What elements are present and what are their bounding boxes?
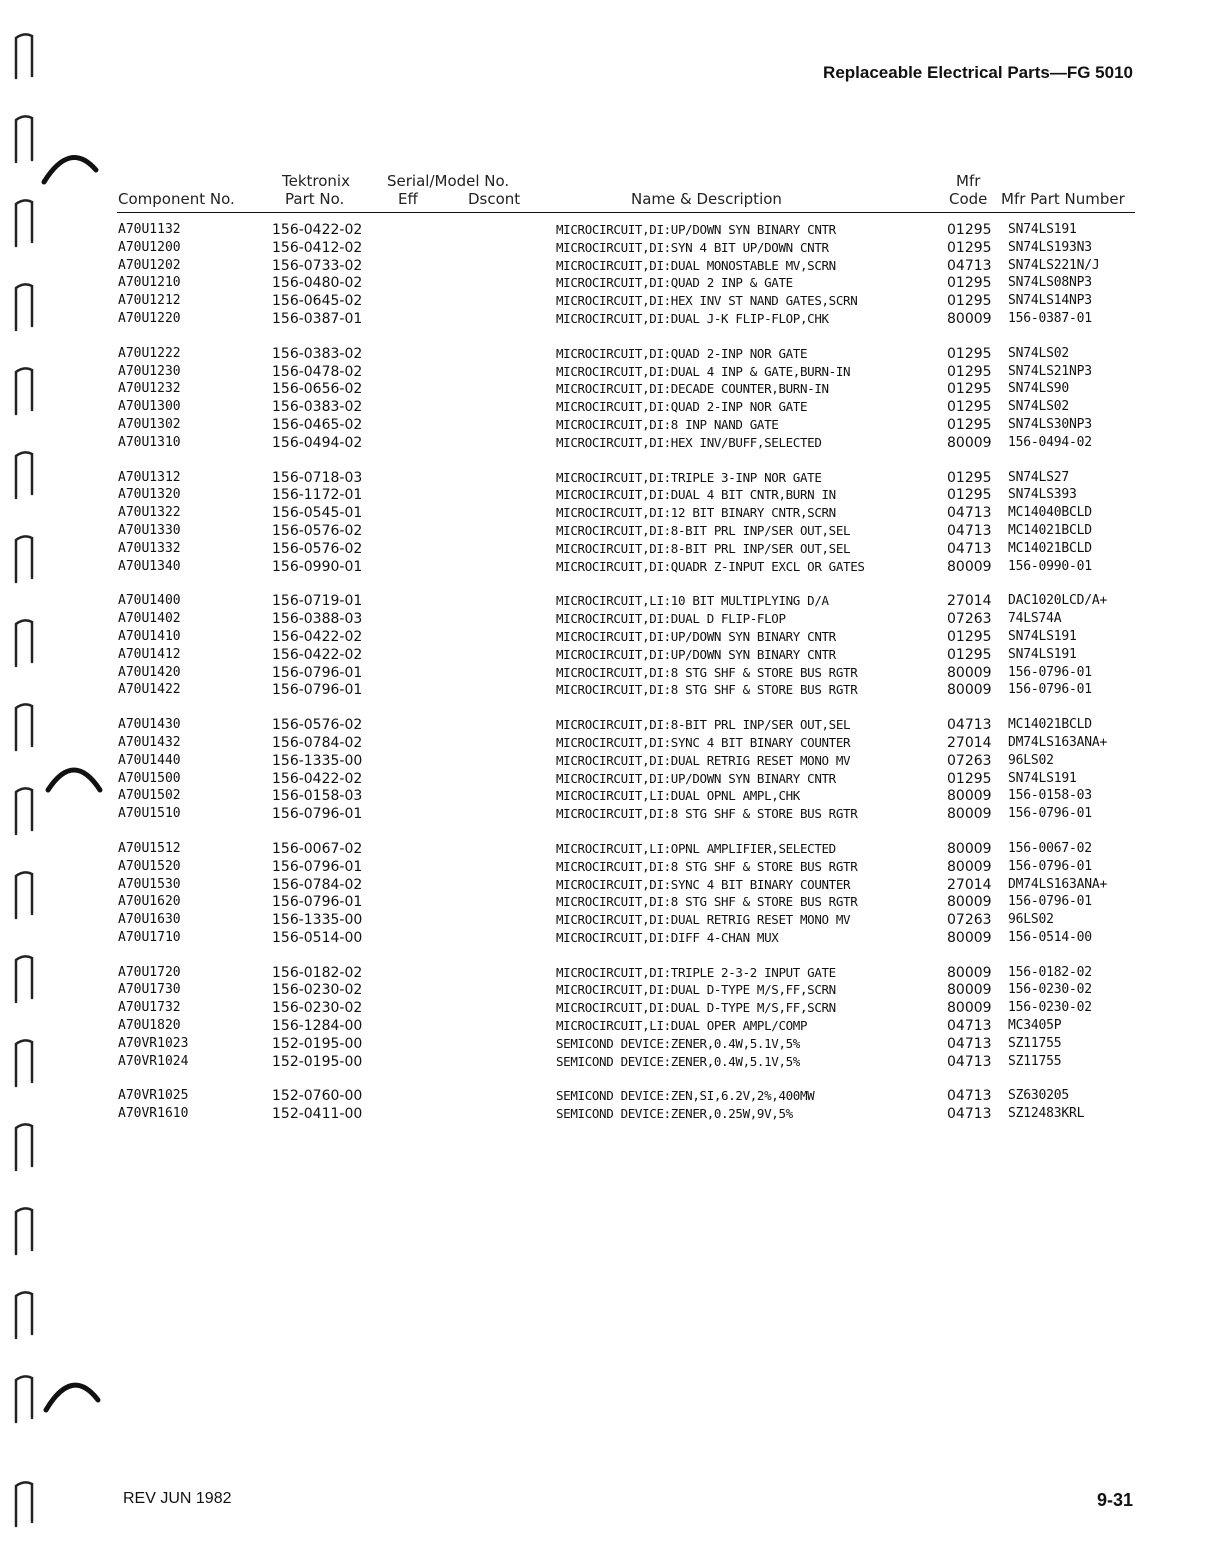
table-row xyxy=(0,877,1213,895)
header-mfr-part-number: Mfr Part Number xyxy=(1001,190,1125,208)
parts-group xyxy=(0,717,1213,824)
tektronix-part-no: 156-0388-03 xyxy=(272,611,363,628)
tektronix-part-no: 156-0480-02 xyxy=(272,275,363,292)
table-row xyxy=(0,1000,1213,1018)
mfr-code: 80009 xyxy=(947,806,992,823)
mfr-part-number: 156-0494-02 xyxy=(1008,434,1092,450)
table-row xyxy=(0,788,1213,806)
component-no: A70U1432 xyxy=(118,734,181,750)
mfr-part-number: MC3405P xyxy=(1008,1018,1062,1034)
name-description: MICROCIRCUIT,DI:8 INP NAND GATE xyxy=(556,416,779,432)
mfr-part-number: MC14040BCLD xyxy=(1008,505,1092,521)
mfr-code: 04713 xyxy=(947,522,992,539)
name-description: MICROCIRCUIT,DI:DUAL 4 BIT CNTR,BURN IN xyxy=(556,487,836,503)
mfr-code: 07263 xyxy=(947,912,992,929)
mfr-part-number: SN74LS221N/J xyxy=(1008,257,1100,273)
component-no: A70U1212 xyxy=(118,293,181,309)
mfr-code: 01295 xyxy=(947,770,992,787)
mfr-code: 27014 xyxy=(947,734,992,751)
tektronix-part-no: 156-0733-02 xyxy=(272,257,363,274)
page-number: 9-31 xyxy=(1096,1490,1133,1510)
table-row xyxy=(0,541,1213,559)
mfr-code: 04713 xyxy=(947,540,992,557)
component-no: A70U1210 xyxy=(118,275,181,291)
mfr-part-number: SN74LS14NP3 xyxy=(1008,293,1092,309)
tektronix-part-no: 156-0412-02 xyxy=(272,239,363,256)
component-no: A70U1512 xyxy=(118,840,181,856)
header-component-no: Component No. xyxy=(118,190,235,208)
table-row xyxy=(0,982,1213,1000)
tektronix-part-no: 156-0796-01 xyxy=(272,682,363,699)
parts-group xyxy=(0,593,1213,700)
mfr-code: 01295 xyxy=(947,293,992,310)
mfr-part-number: 96LS02 xyxy=(1008,912,1054,928)
mfr-code: 80009 xyxy=(947,840,992,857)
component-no: A70U1300 xyxy=(118,399,181,415)
tektronix-part-no: 156-0514-00 xyxy=(272,929,363,946)
parts-list xyxy=(0,222,1213,1141)
header-serial-model-no: Serial/Model No. xyxy=(387,172,510,190)
mfr-code: 01295 xyxy=(947,416,992,433)
name-description: MICROCIRCUIT,DI:UP/DOWN SYN BINARY CNTR xyxy=(556,770,836,786)
mfr-part-number: SN74LS90 xyxy=(1008,381,1070,397)
mfr-part-number: SN74LS191 xyxy=(1008,646,1077,662)
component-no: A70U1630 xyxy=(118,912,181,928)
tektronix-part-no: 156-0656-02 xyxy=(272,381,363,398)
tektronix-part-no: 156-0990-01 xyxy=(272,558,363,575)
table-row xyxy=(0,894,1213,912)
tektronix-part-no: 156-0576-02 xyxy=(272,717,363,734)
mfr-code: 01295 xyxy=(947,239,992,256)
header-mfr-code: Code xyxy=(949,190,988,208)
mfr-code: 80009 xyxy=(947,664,992,681)
tektronix-part-no: 156-0545-01 xyxy=(272,505,363,522)
tektronix-part-no: 156-0494-02 xyxy=(272,434,363,451)
name-description: MICROCIRCUIT,DI:UP/DOWN SYN BINARY CNTR xyxy=(556,628,836,644)
mfr-code: 01295 xyxy=(947,222,992,238)
tektronix-part-no: 156-0422-02 xyxy=(272,646,363,663)
mfr-part-number: SZ11755 xyxy=(1008,1053,1062,1069)
name-description: MICROCIRCUIT,DI:8 STG SHF & STORE BUS RGTR xyxy=(556,682,858,698)
mfr-part-number: SN74LS27 xyxy=(1008,469,1070,485)
tektronix-part-no: 156-0465-02 xyxy=(272,416,363,433)
name-description: MICROCIRCUIT,DI:8 STG SHF & STORE BUS RGTR xyxy=(556,664,858,680)
name-description: MICROCIRCUIT,DI:SYNC 4 BIT BINARY COUNTER xyxy=(556,876,851,892)
component-no: A70U1132 xyxy=(118,222,181,237)
component-no: A70U1820 xyxy=(118,1018,181,1034)
component-no: A70U1430 xyxy=(118,717,181,733)
table-row xyxy=(0,1018,1213,1036)
component-no: A70U1230 xyxy=(118,363,181,379)
component-no: A70U1412 xyxy=(118,646,181,662)
name-description: MICROCIRCUIT,DI:8-BIT PRL INP/SER OUT,SEL xyxy=(556,540,851,556)
mfr-code: 80009 xyxy=(947,558,992,575)
component-no: A70U1220 xyxy=(118,310,181,326)
component-no: A70U1400 xyxy=(118,593,181,609)
table-row xyxy=(0,293,1213,311)
table-row xyxy=(0,1106,1213,1124)
component-no: A70VR1023 xyxy=(118,1035,189,1051)
tektronix-part-no: 156-0422-02 xyxy=(272,770,363,787)
mfr-part-number: 96LS02 xyxy=(1008,752,1054,768)
tektronix-part-no: 156-0796-01 xyxy=(272,806,363,823)
parts-group xyxy=(0,346,1213,453)
mfr-code: 01295 xyxy=(947,487,992,504)
parts-group xyxy=(0,965,1213,1072)
mfr-part-number: 156-0230-02 xyxy=(1008,1000,1092,1016)
mfr-part-number: SN74LS191 xyxy=(1008,222,1077,237)
tektronix-part-no: 156-1335-00 xyxy=(272,912,363,929)
name-description: MICROCIRCUIT,DI:DUAL MONOSTABLE MV,SCRN xyxy=(556,257,836,273)
header-part-no: Part No. xyxy=(285,190,345,208)
name-description: MICROCIRCUIT,DI:HEX INV ST NAND GATES,SCRN xyxy=(556,293,858,309)
mfr-part-number: 156-0796-01 xyxy=(1008,806,1092,822)
component-no: A70VR1610 xyxy=(118,1106,189,1122)
mfr-part-number: 156-0796-01 xyxy=(1008,894,1092,910)
component-no: A70U1710 xyxy=(118,929,181,945)
table-row xyxy=(0,487,1213,505)
mfr-code: 04713 xyxy=(947,1053,992,1070)
table-row xyxy=(0,435,1213,453)
table-row xyxy=(0,611,1213,629)
mfr-part-number: SN74LS02 xyxy=(1008,399,1070,415)
table-row xyxy=(0,258,1213,276)
component-no: A70U1330 xyxy=(118,522,181,538)
name-description: MICROCIRCUIT,DI:DECADE COUNTER,BURN-IN xyxy=(556,381,829,397)
header-name-description: Name & Description xyxy=(631,190,782,208)
mfr-code: 80009 xyxy=(947,682,992,699)
parts-group xyxy=(0,470,1213,577)
table-row xyxy=(0,311,1213,329)
tektronix-part-no: 156-0645-02 xyxy=(272,293,363,310)
mfr-part-number: 156-0796-01 xyxy=(1008,682,1092,698)
name-description: SEMICOND DEVICE:ZENER,0.4W,5.1V,5% xyxy=(556,1053,800,1069)
column-headers xyxy=(0,170,1213,214)
name-description: MICROCIRCUIT,DI:DUAL 4 INP & GATE,BURN-IN xyxy=(556,363,851,379)
table-row xyxy=(0,364,1213,382)
tektronix-part-no: 156-0478-02 xyxy=(272,363,363,380)
component-no: A70U1310 xyxy=(118,434,181,450)
parts-group xyxy=(0,222,1213,329)
tektronix-part-no: 152-0195-00 xyxy=(272,1035,363,1052)
name-description: MICROCIRCUIT,DI:DUAL D FLIP-FLOP xyxy=(556,611,786,627)
mfr-code: 80009 xyxy=(947,894,992,911)
tektronix-part-no: 156-0230-02 xyxy=(272,982,363,999)
table-row xyxy=(0,1088,1213,1106)
mfr-code: 04713 xyxy=(947,1035,992,1052)
table-row xyxy=(0,346,1213,364)
name-description: MICROCIRCUIT,DI:8 STG SHF & STORE BUS RGTR xyxy=(556,806,858,822)
component-no: A70U1222 xyxy=(118,345,181,361)
name-description: MICROCIRCUIT,LI:DUAL OPER AMPL/COMP xyxy=(556,1018,808,1034)
header-rule xyxy=(117,212,1135,213)
table-row xyxy=(0,417,1213,435)
mfr-code: 04713 xyxy=(947,1088,992,1105)
tektronix-part-no: 156-0718-03 xyxy=(272,469,363,486)
table-row xyxy=(0,682,1213,700)
mfr-part-number: 156-0067-02 xyxy=(1008,840,1092,856)
table-row xyxy=(0,1054,1213,1072)
component-no: A70U1730 xyxy=(118,982,181,998)
mfr-part-number: 74LS74A xyxy=(1008,611,1062,627)
component-no: A70U1530 xyxy=(118,876,181,892)
tektronix-part-no: 156-0576-02 xyxy=(272,540,363,557)
component-no: A70U1302 xyxy=(118,416,181,432)
parts-group xyxy=(0,841,1213,948)
mfr-part-number: 156-0158-03 xyxy=(1008,788,1092,804)
table-row xyxy=(0,1036,1213,1054)
mfr-part-number: MC14021BCLD xyxy=(1008,717,1092,733)
mfr-code: 27014 xyxy=(947,876,992,893)
name-description: MICROCIRCUIT,DI:12 BIT BINARY CNTR,SCRN xyxy=(556,505,836,521)
component-no: A70U1732 xyxy=(118,1000,181,1016)
table-row xyxy=(0,593,1213,611)
name-description: SEMICOND DEVICE:ZENER,0.25W,9V,5% xyxy=(556,1106,793,1122)
mfr-part-number: 156-0230-02 xyxy=(1008,982,1092,998)
mfr-code: 80009 xyxy=(947,310,992,327)
component-no: A70U1402 xyxy=(118,611,181,627)
tektronix-part-no: 156-0387-01 xyxy=(272,310,363,327)
mfr-code: 01295 xyxy=(947,469,992,486)
tektronix-part-no: 156-0383-02 xyxy=(272,399,363,416)
component-no: A70U1500 xyxy=(118,770,181,786)
table-row xyxy=(0,647,1213,665)
mfr-part-number: SZ11755 xyxy=(1008,1035,1062,1051)
table-row xyxy=(0,240,1213,258)
tektronix-part-no: 156-0182-02 xyxy=(272,964,363,981)
name-description: MICROCIRCUIT,DI:QUAD 2 INP & GATE xyxy=(556,275,793,291)
mfr-part-number: SN74LS02 xyxy=(1008,345,1070,361)
mfr-part-number: SN74LS191 xyxy=(1008,628,1077,644)
mfr-code: 07263 xyxy=(947,752,992,769)
name-description: MICROCIRCUIT,DI:SYNC 4 BIT BINARY COUNTER xyxy=(556,734,851,750)
parts-group xyxy=(0,1088,1213,1124)
mfr-code: 80009 xyxy=(947,982,992,999)
name-description: MICROCIRCUIT,DI:DUAL J-K FLIP-FLOP,CHK xyxy=(556,310,829,326)
name-description: SEMICOND DEVICE:ZENER,0.4W,5.1V,5% xyxy=(556,1035,800,1051)
component-no: A70U1410 xyxy=(118,628,181,644)
table-row xyxy=(0,717,1213,735)
table-row xyxy=(0,753,1213,771)
name-description: MICROCIRCUIT,DI:HEX INV/BUFF,SELECTED xyxy=(556,434,822,450)
table-row xyxy=(0,965,1213,983)
mfr-code: 80009 xyxy=(947,1000,992,1017)
name-description: MICROCIRCUIT,DI:8 STG SHF & STORE BUS RGTR xyxy=(556,894,858,910)
table-row xyxy=(0,771,1213,789)
table-row xyxy=(0,399,1213,417)
tektronix-part-no: 156-0719-01 xyxy=(272,593,363,610)
table-row xyxy=(0,841,1213,859)
header-tektronix: Tektronix xyxy=(282,172,350,190)
mfr-code: 01295 xyxy=(947,399,992,416)
name-description: MICROCIRCUIT,DI:QUAD 2-INP NOR GATE xyxy=(556,345,808,361)
tektronix-part-no: 156-0576-02 xyxy=(272,522,363,539)
name-description: MICROCIRCUIT,DI:8 STG SHF & STORE BUS RGTR xyxy=(556,858,858,874)
mfr-code: 01295 xyxy=(947,646,992,663)
mfr-code: 04713 xyxy=(947,1106,992,1123)
mfr-part-number: SN74LS191 xyxy=(1008,770,1077,786)
tektronix-part-no: 156-0067-02 xyxy=(272,840,363,857)
tektronix-part-no: 156-0422-02 xyxy=(272,628,363,645)
tektronix-part-no: 156-1172-01 xyxy=(272,487,363,504)
mfr-code: 80009 xyxy=(947,929,992,946)
component-no: A70U1202 xyxy=(118,257,181,273)
component-no: A70U1510 xyxy=(118,806,181,822)
component-no: A70VR1024 xyxy=(118,1053,189,1069)
mfr-part-number: DAC1020LCD/A+ xyxy=(1008,593,1108,609)
name-description: MICROCIRCUIT,DI:8-BIT PRL INP/SER OUT,SEL xyxy=(556,717,851,733)
tektronix-part-no: 152-0760-00 xyxy=(272,1088,363,1105)
mfr-part-number: SN74LS393 xyxy=(1008,487,1077,503)
component-no: A70U1422 xyxy=(118,682,181,698)
mfr-part-number: SN74LS193N3 xyxy=(1008,239,1092,255)
name-description: MICROCIRCUIT,DI:SYN 4 BIT UP/DOWN CNTR xyxy=(556,239,829,255)
name-description: MICROCIRCUIT,LI:OPNL AMPLIFIER,SELECTED xyxy=(556,840,836,856)
name-description: MICROCIRCUIT,DI:DUAL D-TYPE M/S,FF,SCRN xyxy=(556,1000,836,1016)
tektronix-part-no: 156-0422-02 xyxy=(272,222,363,238)
tektronix-part-no: 156-0158-03 xyxy=(272,788,363,805)
tektronix-part-no: 156-1335-00 xyxy=(272,752,363,769)
name-description: MICROCIRCUIT,DI:TRIPLE 3-INP NOR GATE xyxy=(556,469,822,485)
table-row xyxy=(0,222,1213,240)
mfr-part-number: SN74LS30NP3 xyxy=(1008,416,1092,432)
name-description: MICROCIRCUIT,DI:QUADR Z-INPUT EXCL OR GATES xyxy=(556,558,865,574)
table-row xyxy=(0,806,1213,824)
mfr-part-number: DM74LS163ANA+ xyxy=(1008,734,1108,750)
header-mfr: Mfr xyxy=(956,172,981,190)
mfr-code: 80009 xyxy=(947,964,992,981)
mfr-part-number: MC14021BCLD xyxy=(1008,522,1092,538)
mfr-part-number: SZ12483KRL xyxy=(1008,1106,1085,1122)
name-description: MICROCIRCUIT,DI:DUAL D-TYPE M/S,FF,SCRN xyxy=(556,982,836,998)
table-row xyxy=(0,665,1213,683)
mfr-code: 80009 xyxy=(947,858,992,875)
mfr-code: 04713 xyxy=(947,257,992,274)
header-eff: Eff xyxy=(398,190,418,208)
mfr-code: 01295 xyxy=(947,275,992,292)
tektronix-part-no: 152-0411-00 xyxy=(272,1106,363,1123)
revision-date: REV JUN 1982 xyxy=(123,1490,232,1507)
mfr-part-number: SZ630205 xyxy=(1008,1088,1070,1104)
component-no: A70U1332 xyxy=(118,540,181,556)
name-description: MICROCIRCUIT,LI:10 BIT MULTIPLYING D/A xyxy=(556,593,829,609)
mfr-code: 01295 xyxy=(947,345,992,362)
name-description: MICROCIRCUIT,DI:TRIPLE 2-3-2 INPUT GATE xyxy=(556,964,836,980)
component-no: A70U1720 xyxy=(118,964,181,980)
header-dscont: Dscont xyxy=(468,190,521,208)
mfr-code: 04713 xyxy=(947,505,992,522)
component-no: A70U1200 xyxy=(118,239,181,255)
component-no: A70U1322 xyxy=(118,505,181,521)
table-row xyxy=(0,930,1213,948)
mfr-code: 80009 xyxy=(947,788,992,805)
table-row xyxy=(0,859,1213,877)
tektronix-part-no: 156-1284-00 xyxy=(272,1018,363,1035)
mfr-part-number: SN74LS21NP3 xyxy=(1008,363,1092,379)
mfr-part-number: 156-0796-01 xyxy=(1008,664,1092,680)
name-description: MICROCIRCUIT,DI:DIFF 4-CHAN MUX xyxy=(556,929,779,945)
mfr-part-number: MC14021BCLD xyxy=(1008,540,1092,556)
table-row xyxy=(0,381,1213,399)
tektronix-part-no: 152-0195-00 xyxy=(272,1053,363,1070)
tektronix-part-no: 156-0784-02 xyxy=(272,876,363,893)
component-no: A70U1320 xyxy=(118,487,181,503)
component-no: A70U1420 xyxy=(118,664,181,680)
name-description: MICROCIRCUIT,DI:DUAL RETRIG RESET MONO MV xyxy=(556,752,851,768)
tektronix-part-no: 156-0796-01 xyxy=(272,858,363,875)
component-no: A70U1440 xyxy=(118,752,181,768)
mfr-code: 01295 xyxy=(947,381,992,398)
table-row xyxy=(0,629,1213,647)
component-no: A70U1520 xyxy=(118,858,181,874)
name-description: MICROCIRCUIT,LI:DUAL OPNL AMPL,CHK xyxy=(556,788,800,804)
table-row xyxy=(0,735,1213,753)
component-no: A70VR1025 xyxy=(118,1088,189,1104)
name-description: MICROCIRCUIT,DI:UP/DOWN SYN BINARY CNTR xyxy=(556,222,836,237)
mfr-part-number: 156-0514-00 xyxy=(1008,929,1092,945)
tektronix-part-no: 156-0796-01 xyxy=(272,664,363,681)
name-description: MICROCIRCUIT,DI:DUAL RETRIG RESET MONO MV xyxy=(556,912,851,928)
mfr-part-number: 156-0990-01 xyxy=(1008,558,1092,574)
component-no: A70U1340 xyxy=(118,558,181,574)
component-no: A70U1232 xyxy=(118,381,181,397)
component-no: A70U1620 xyxy=(118,894,181,910)
page-header-title: Replaceable Electrical Parts—FG 5010 xyxy=(823,63,1133,82)
mfr-code: 27014 xyxy=(947,593,992,610)
mfr-code: 04713 xyxy=(947,717,992,734)
name-description: MICROCIRCUIT,DI:UP/DOWN SYN BINARY CNTR xyxy=(556,646,836,662)
table-row xyxy=(0,559,1213,577)
tektronix-part-no: 156-0784-02 xyxy=(272,734,363,751)
mfr-part-number: 156-0796-01 xyxy=(1008,858,1092,874)
mfr-code: 01295 xyxy=(947,628,992,645)
mfr-code: 01295 xyxy=(947,363,992,380)
component-no: A70U1502 xyxy=(118,788,181,804)
mfr-part-number: 156-0387-01 xyxy=(1008,310,1092,326)
mfr-part-number: SN74LS08NP3 xyxy=(1008,275,1092,291)
mfr-part-number: 156-0182-02 xyxy=(1008,964,1092,980)
component-no: A70U1312 xyxy=(118,469,181,485)
table-row xyxy=(0,523,1213,541)
name-description: MICROCIRCUIT,DI:QUAD 2-INP NOR GATE xyxy=(556,399,808,415)
name-description: SEMICOND DEVICE:ZEN,SI,6.2V,2%,400MW xyxy=(556,1088,815,1104)
mfr-code: 07263 xyxy=(947,611,992,628)
tektronix-part-no: 156-0796-01 xyxy=(272,894,363,911)
table-row xyxy=(0,912,1213,930)
tektronix-part-no: 156-0383-02 xyxy=(272,345,363,362)
table-row xyxy=(0,275,1213,293)
mfr-code: 04713 xyxy=(947,1018,992,1035)
mfr-part-number: DM74LS163ANA+ xyxy=(1008,876,1108,892)
table-row xyxy=(0,505,1213,523)
tektronix-part-no: 156-0230-02 xyxy=(272,1000,363,1017)
mfr-code: 80009 xyxy=(947,434,992,451)
name-description: MICROCIRCUIT,DI:8-BIT PRL INP/SER OUT,SEL xyxy=(556,522,851,538)
table-row xyxy=(0,470,1213,488)
